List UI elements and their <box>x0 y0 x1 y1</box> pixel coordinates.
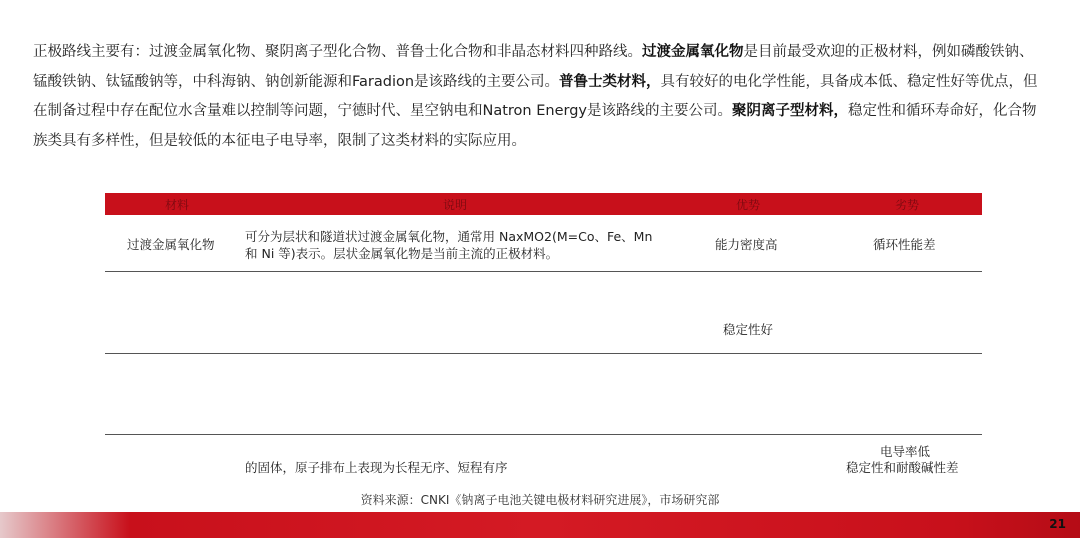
row1-material: 过渡金属氧化物 <box>127 237 215 252</box>
row-divider <box>105 434 982 435</box>
row-divider <box>105 353 982 354</box>
header-advantage: 优势 <box>735 198 760 212</box>
row2-advantage: 稳定性好 <box>723 322 774 337</box>
row-divider <box>105 271 982 272</box>
header-description: 说明 <box>442 198 467 212</box>
row4-disadvantage-line1: 电导率低 <box>880 444 931 459</box>
row1-desc-line1: 可分为层状和隧道状过渡金属氧化物，通常用 NaxMO2(M=Co、Fe、Mn <box>245 229 653 244</box>
row4-desc: 的固体，原子排布上表现为长程无序、短程有序 <box>245 460 508 475</box>
header-disadvantage: 劣势 <box>894 198 919 212</box>
intro-paragraph <box>33 38 1043 156</box>
intro-text-3: 具有较好的电化学性能，具备成本低、稳定性好等优点，但在制备过程中存在配位水含量难以控制等问题，宁德时代、星空钠电和Natron Energy是该路线的主要公司。 <box>33 73 1038 119</box>
row4-disadvantage-line2: 稳定性和耐酸碱性差 <box>846 460 959 475</box>
intro-bold-3: 聚阴离子型材料， <box>732 103 848 119</box>
page-number: 21 <box>1049 517 1066 531</box>
row1-desc-line2: 和 Ni 等)表示。层状金属氧化物是当前主流的正极材料。 <box>245 246 559 261</box>
source-note: 资料来源：CNKI《钠离子电池关键电极材料研究进展》，市场研究部 <box>360 493 720 507</box>
row1-disadvantage: 循环性能差 <box>873 237 936 252</box>
intro-text-2: 是目前最受欢迎的正极材料，例如磷酸铁钠、锰酸铁钠、钛锰酸钠等，中科海钠、钠创新能源和Faradion是该路线的主要公司。 <box>33 44 1034 90</box>
table-header <box>105 193 982 215</box>
footer-bar <box>0 512 1080 538</box>
header-material: 材料 <box>164 198 189 212</box>
row1-advantage: 能力密度高 <box>715 237 778 252</box>
intro-text-1: 正极路线主要有：过渡金属氧化物、聚阴离子型化合物、普鲁士化合物和非晶态材料四种路线。 <box>33 44 642 60</box>
intro-bold-1: 过渡金属氧化物 <box>642 44 744 60</box>
intro-text-4: 稳定性和循环寿命好，化合物族类具有多样性，但是较低的本征电子电导率，限制了这类材料的实际应用。 <box>33 103 1037 149</box>
intro-bold-2: 普鲁士类材料， <box>559 73 661 90</box>
